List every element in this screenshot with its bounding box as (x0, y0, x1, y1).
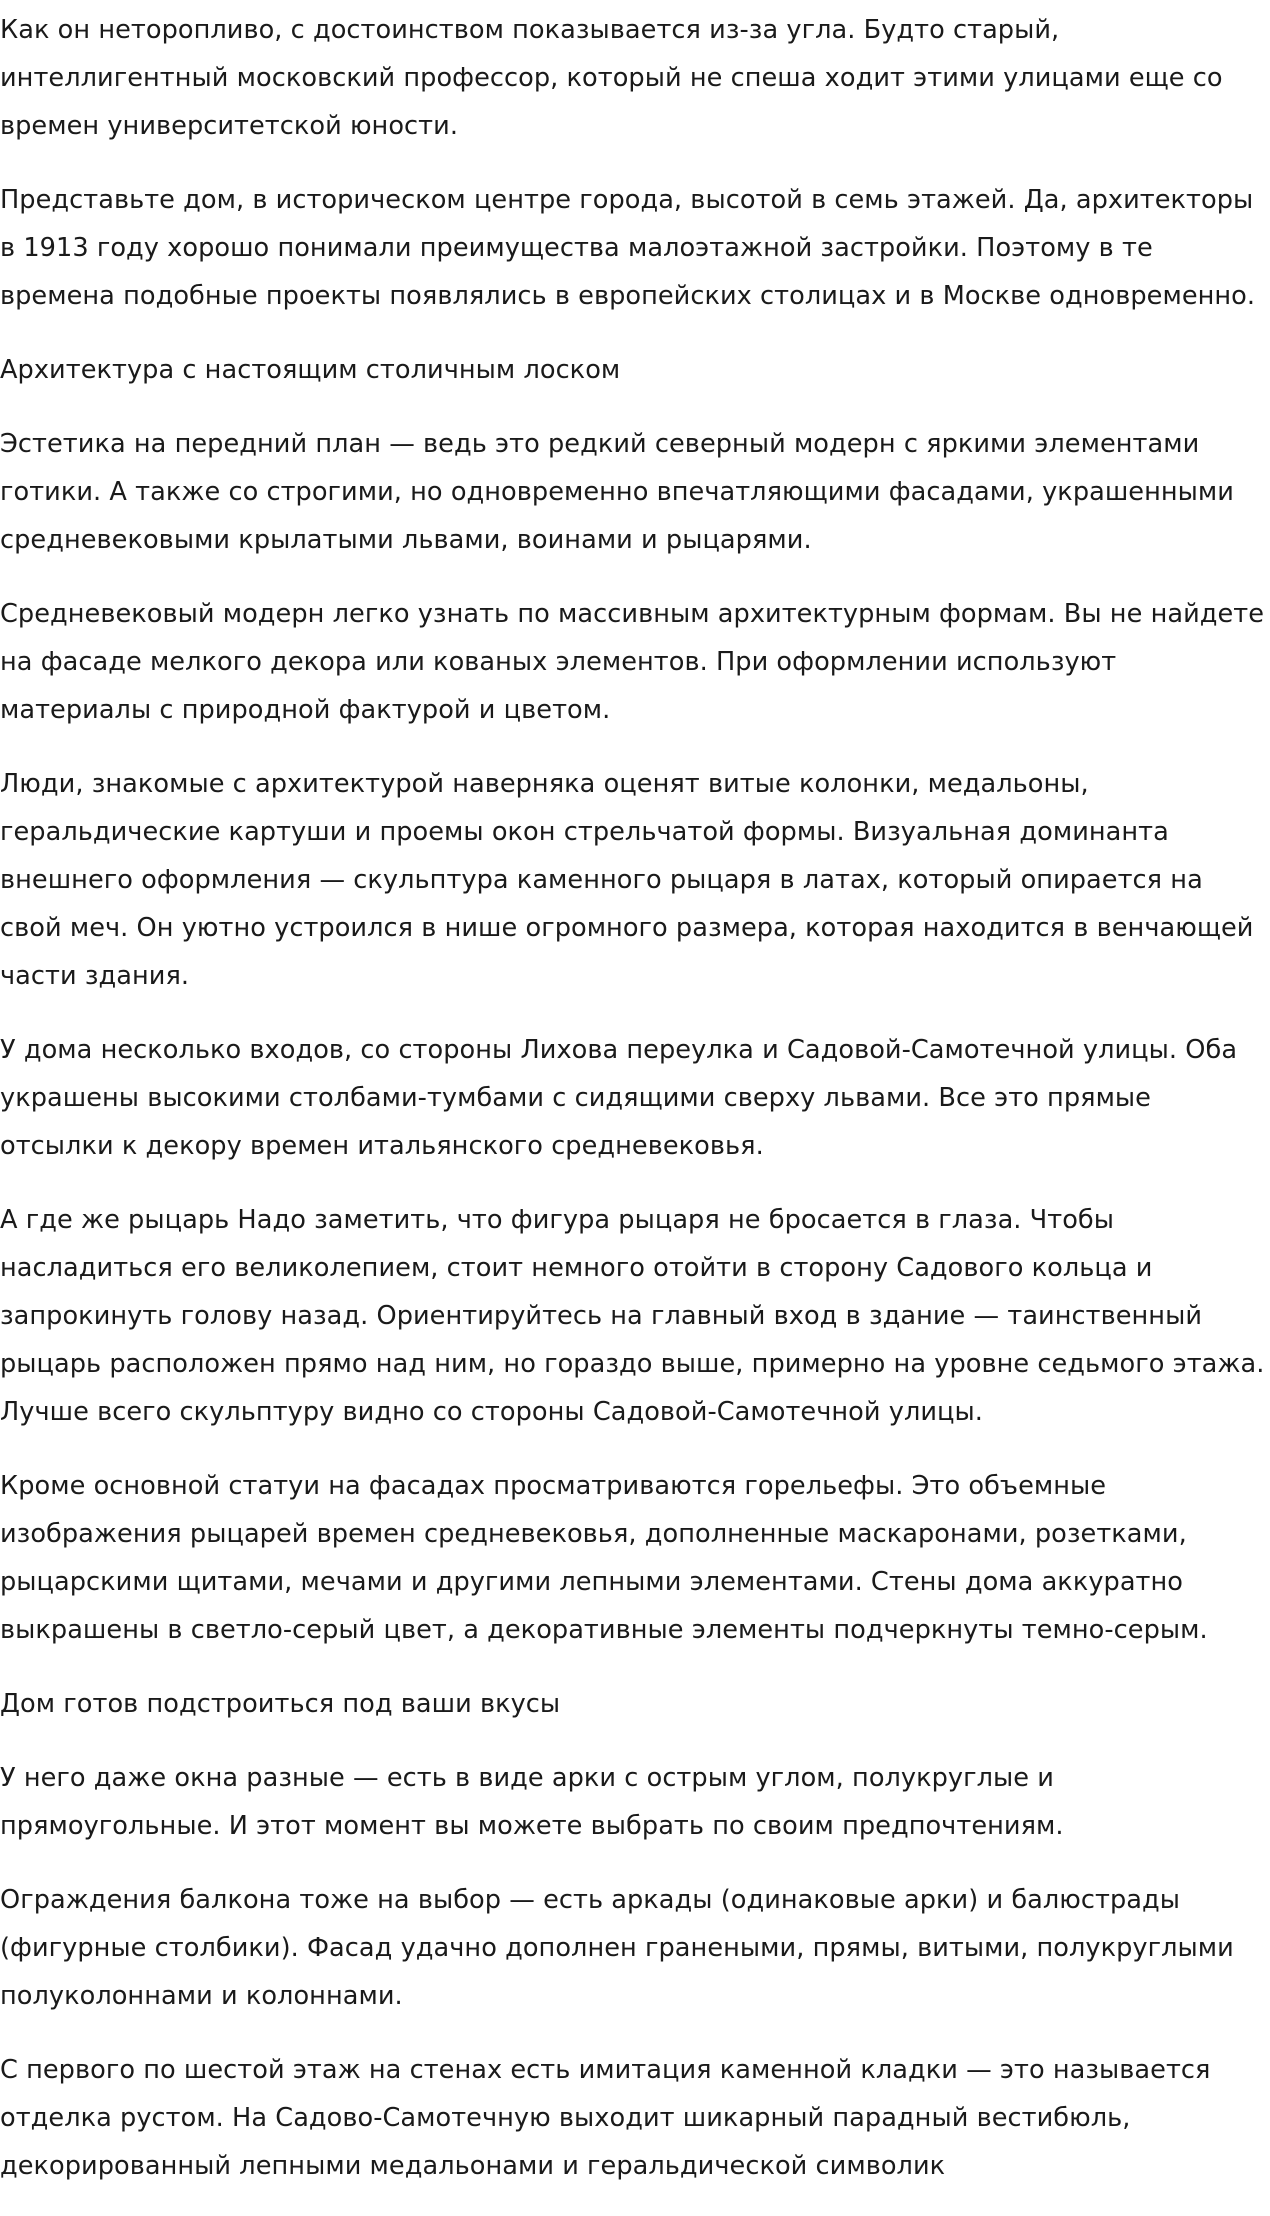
paragraph-entrances: У дома несколько входов, со стороны Лихова переулка и Садовой-Самотечной улицы. Оба украшены высокими столбами-тумбами с сидящими сверху львами. Все это прямые отсылки к декору времен итальянского средневековья. (0, 1035, 1238, 1161)
paragraph-intro: Как он неторопливо, с достоинством показывается из-за угла. Будто старый, интеллигентный московский профессор, который не спеша ходит этими улицами еще со времен университетской юности. (0, 15, 1223, 141)
section-heading-architecture: Архитектура с настоящим столичным лоском (0, 355, 621, 385)
paragraph-balconies: Ограждения балкона тоже на выбор — есть аркады (одинаковые арки) и балюстрады (фигурные столбики). Фасад удачно дополнен гранеными, прямы, витыми, полукруглыми полуколоннами и колоннами. (0, 1885, 1234, 2011)
paragraph-reliefs: Кроме основной статуи на фасадах просматриваются горельефы. Это объемные изображения рыцарей времен средневековья, дополненные маскаронами, розетками, рыцарскими щитами, мечами и другими лепными элементами. Стены дома аккуратно выкрашены в светло-серый цвет, а декоративные элементы подчеркнуты темно-серым. (0, 1471, 1208, 1645)
section-heading-tastes: Дом готов подстроиться под ваши вкусы (0, 1689, 561, 1719)
paragraph-height: Представьте дом, в историческом центре города, высотой в семь этажей. Да, архитекторы в 1913 году хорошо понимали преимущества малоэтажной застройки. Поэтому в те времена подобные проекты появлялись в европейских столицах и в Москве одновременно. (0, 185, 1256, 311)
paragraph-windows: У него даже окна разные — есть в виде арки с острым углом, полукруглые и прямоугольные. И этот момент вы можете выбрать по своим предпочтениям. (0, 1763, 1064, 1841)
paragraph-rustication: С первого по шестой этаж на стенах есть имитация каменной кладки — это называется отделка рустом. На Садово-Самотечную выходит шикарный парадный вестибюль, декорированный лепными медальонами и геральдической символик (0, 2055, 1211, 2181)
paragraph-where-knight: А где же рыцарь Надо заметить, что фигура рыцаря не бросается в глаза. Чтобы насладиться его великолепием, стоит немного отойти в сторону Садового кольца и запрокинуть голову назад. Ориентируйтесь на главный вход в здание — таинственный рыцарь расположен прямо над ним, но гораздо выше, примерно на уровне седьмого этажа. Лучше всего скульптуру видно со стороны Садовой-Самотечной улицы. (0, 1205, 1265, 1427)
article-body (0, 6, 1268, 2216)
paragraph-medieval-modern: Средневековый модерн легко узнать по массивным архитектурным формам. Вы не найдете на фасаде мелкого декора или кованых элементов. При оформлении используют материалы с природной фактурой и цветом. (0, 599, 1265, 725)
paragraph-knight-sculpture: Люди, знакомые с архитектурой наверняка оценят витые колонки, медальоны, геральдические картуши и проемы окон стрельчатой формы. Визуальная доминанта внешнего оформления — скульптура каменного рыцаря в латах, который опирается на свой меч. Он уютно устроился в нише огромного размера, которая находится в венчающей части здания. (0, 769, 1254, 991)
paragraph-aesthetics: Эстетика на передний план — ведь это редкий северный модерн с яркими элементами готики. А также со строгими, но одновременно впечатляющими фасадами, украшенными средневековыми крылатыми львами, воинами и рыцарями. (0, 429, 1234, 555)
